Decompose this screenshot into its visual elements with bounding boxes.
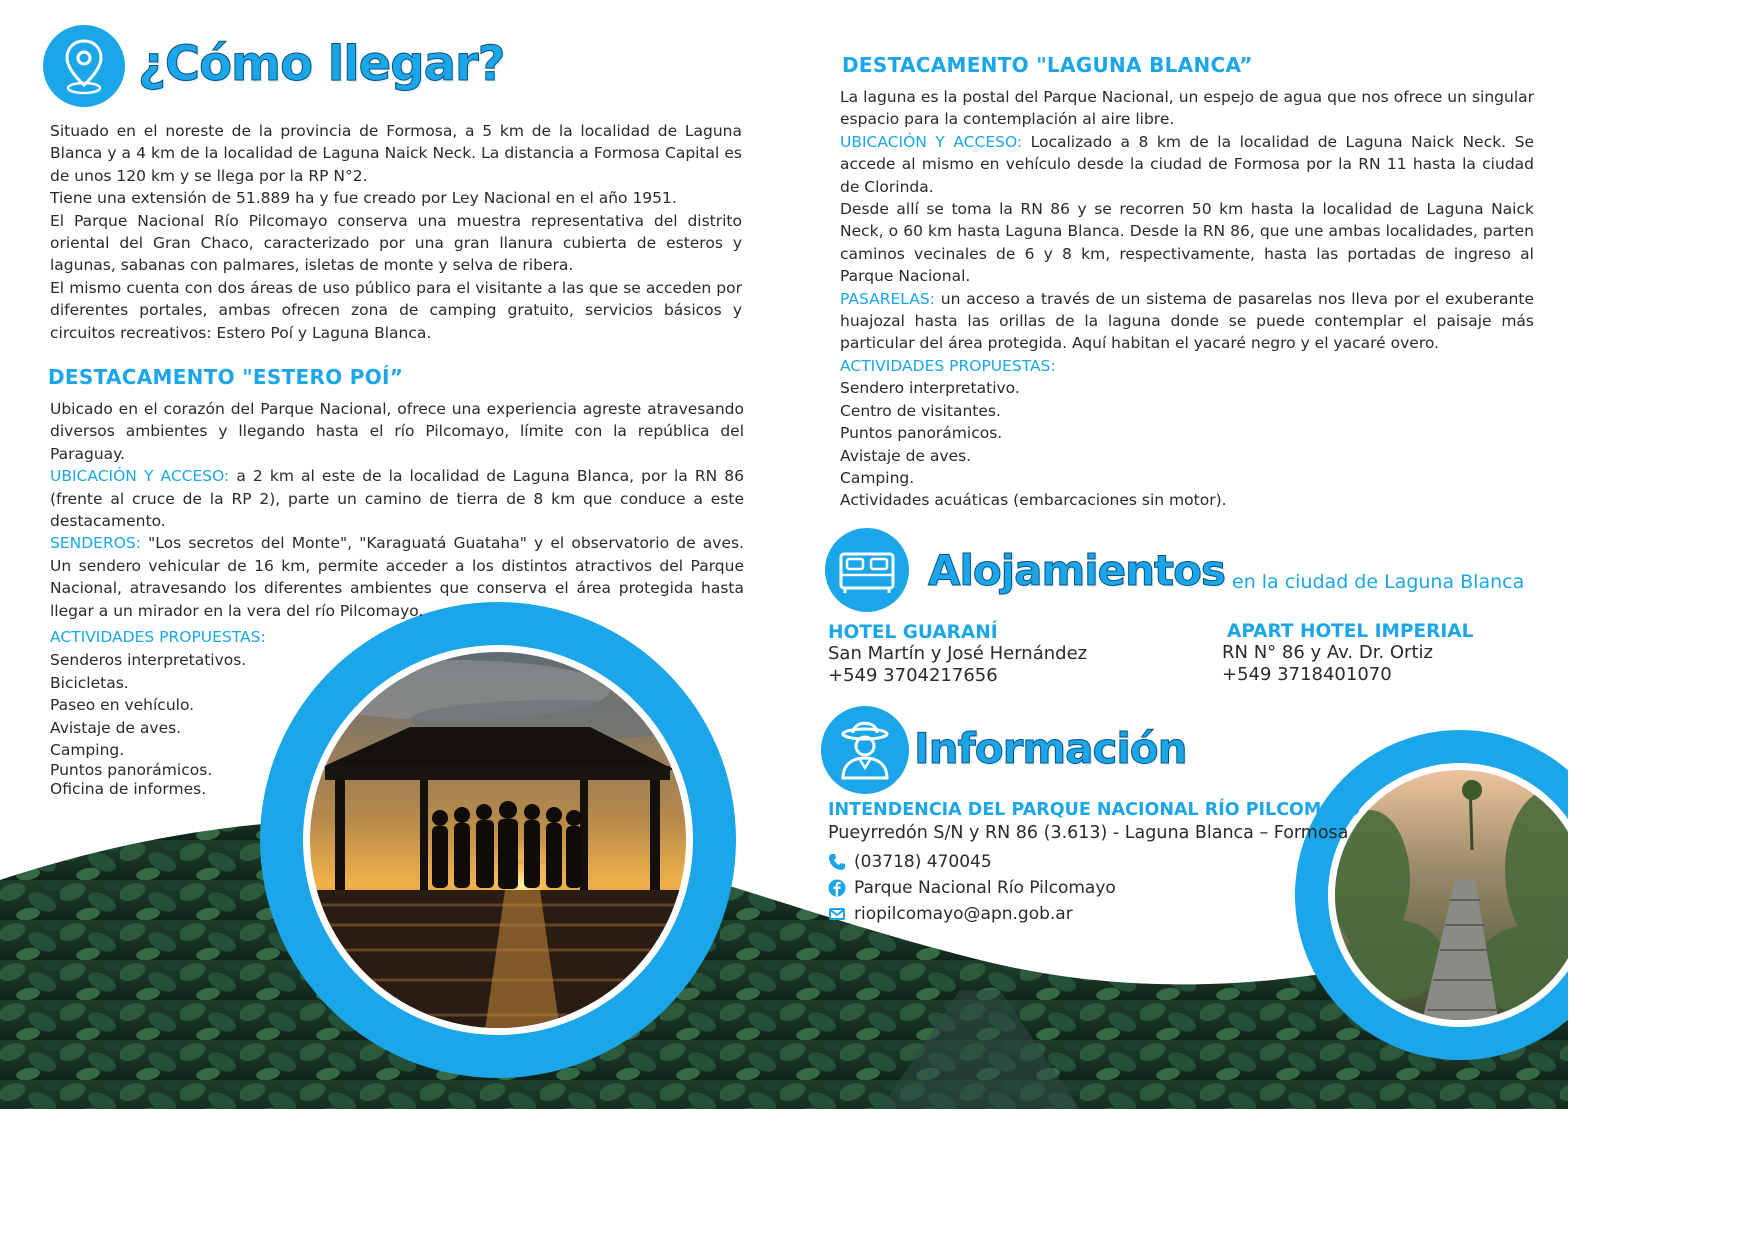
list-item: Oficina de informes. xyxy=(50,780,207,799)
list-item: Bicicletas. xyxy=(50,673,129,692)
hotel-address: San Martín y José Hernández xyxy=(828,643,1088,664)
list-item: Avistaje de aves. xyxy=(50,718,182,737)
phone-text: (03718) 470045 xyxy=(854,852,992,872)
list-item: Sendero interpretativo. xyxy=(840,379,1020,398)
laguna-ubicacion-2: Desde allí se toma la RN 86 y se recorren 50 km hasta la localidad de Laguna Naick Neck, o 60 km hasta Laguna Blanca. Desde la RN 86, que une ambas localidades, parten caminos vecinales de 6 y 8 km, respectivamente, hasta las portadas de ingreso al Parque Nacional. xyxy=(840,200,1534,286)
laguna-pasarelas xyxy=(840,288,1534,355)
pasarelas-label: PASARELAS: xyxy=(840,289,935,308)
pasarelas-text: un acceso a través de un sistema de pasarelas nos lleva por el exuberante huajozal hasta las orillas de la laguna donde se puede contemplar el paisaje más particular del área protegida. Aquí habitan el yacaré negro y el yacaré overo. xyxy=(840,289,1534,353)
list-item: Paseo en vehículo. xyxy=(50,696,195,715)
senderos-text: "Los secretos del Monte", "Karaguatá Guataha" y el observatorio de aves. Un sendero vehicular de 16 km, permite acceder a los distintos atractivos del Parque Nacional, atravesando los diferentes ambientes que conserva el área protegida hasta llegar a un mirador en la vera del río Pilcomayo. xyxy=(50,534,744,620)
intro-paragraph: Situado en el noreste de la provincia de Formosa, a 5 km de la localidad de Laguna Blanca y a 4 km de la localidad de Laguna Naick Neck. La distancia a Formosa Capital es de unos 120 km y se llega por la RP N°2. xyxy=(50,122,742,185)
info-email-row[interactable] xyxy=(828,904,1360,924)
bed-icon xyxy=(825,528,909,612)
ubicacion-label: UBICACIÓN Y ACCESO: xyxy=(50,467,230,486)
informacion-title: Información xyxy=(914,724,1187,773)
estero-activities xyxy=(50,626,310,799)
info-organization: INTENDENCIA DEL PARQUE NACIONAL RÍO PILCOMAYO xyxy=(828,800,1361,820)
intro-text xyxy=(50,120,742,344)
laguna-blanca-title: DESTACAMENTO "LAGUNA BLANCA” xyxy=(842,53,1253,77)
ubicacion-label: UBICACIÓN Y ACCESO: xyxy=(840,132,1023,151)
email-icon xyxy=(828,905,846,923)
info-facebook-row[interactable] xyxy=(828,878,1360,898)
estero-poi-text xyxy=(50,398,744,622)
email-text[interactable]: riopilcomayo@apn.gob.ar xyxy=(854,904,1073,924)
list-item: Camping. xyxy=(50,741,125,760)
list-item: Senderos interpretativos. xyxy=(50,651,247,670)
activities-label: ACTIVIDADES PROPUESTAS: xyxy=(50,628,266,646)
phone-icon xyxy=(828,853,846,871)
info-block xyxy=(828,800,1360,924)
list-item: Puntos panorámicos. xyxy=(840,424,1003,443)
info-address: Pueyrredón S/N y RN 86 (3.613) - Laguna Blanca – Formosa xyxy=(828,823,1349,843)
info-phone-row xyxy=(828,852,1360,872)
activities-label: ACTIVIDADES PROPUESTAS: xyxy=(840,356,1056,375)
hotel-phone: +549 3704217656 xyxy=(828,665,998,686)
hotel-address: RN N° 86 y Av. Dr. Ortiz xyxy=(1222,642,1433,663)
list-item: Camping. xyxy=(840,468,915,487)
facebook-icon xyxy=(828,879,846,897)
laguna-ubicacion xyxy=(840,131,1534,198)
list-item: Centro de visitantes. xyxy=(840,401,1001,420)
laguna-blanca-text xyxy=(840,86,1534,512)
senderos-label: SENDEROS: xyxy=(50,534,141,553)
intro-paragraph: El Parque Nacional Río Pilcomayo conserva una muestra representativa del distrito oriental del Gran Chaco, caracterizado por una gran llanura cubierta de esteros y lagunas, sabanas con palmares, isletas de monte y selva de ribera. xyxy=(50,211,742,275)
hotel-guarani xyxy=(828,622,1087,687)
list-item: Actividades acuáticas (embarcaciones sin motor). xyxy=(840,491,1227,510)
location-pin-icon xyxy=(43,25,125,107)
hotel-phone: +549 3718401070 xyxy=(1222,664,1392,685)
estero-ubicacion xyxy=(50,465,744,532)
laguna-intro: La laguna es la postal del Parque Nacional, un espejo de agua que nos ofrece un singular espacio para la contemplación al aire libre. xyxy=(840,88,1534,129)
intro-paragraph: El mismo cuenta con dos áreas de uso público para el visitante a las que se acceden por diferentes portales, ambas ofrecen zona de camping gratuito, servicios básicos y circuitos recreativos: Estero Poí y Laguna Blanca. xyxy=(50,278,742,342)
hotel-name: APART HOTEL IMPERIAL xyxy=(1227,621,1474,642)
hotel-name: HOTEL GUARANÍ xyxy=(828,622,998,643)
activities-list xyxy=(840,377,1534,511)
list-item: Puntos panorámicos. xyxy=(50,761,213,780)
estero-senderos xyxy=(50,532,744,622)
estero-poi-title: DESTACAMENTO "ESTERO POÍ” xyxy=(48,365,404,389)
list-item: Avistaje de aves. xyxy=(840,446,972,465)
apart-hotel-imperial xyxy=(1222,621,1473,686)
estero-intro: Ubicado en el corazón del Parque Nacional, ofrece una experiencia agreste atravesando diversos ambientes y llegando hasta el río Pilcomayo, límite con la república del Paraguay. xyxy=(50,400,744,463)
page-title: ¿Cómo llegar? xyxy=(138,36,505,92)
activities-list xyxy=(50,649,310,799)
facebook-text[interactable]: Parque Nacional Río Pilcomayo xyxy=(854,878,1116,898)
intro-paragraph: Tiene una extensión de 51.889 ha y fue creado por Ley Nacional en el año 1951. xyxy=(50,189,677,208)
alojamientos-title: Alojamientos xyxy=(928,546,1225,595)
ubicacion-text: a 2 km al este de la localidad de Laguna Blanca, por la RN 86 (frente al cruce de la RP 2), parte un camino de tierra de 8 km que conduce a este destacamento. xyxy=(50,467,744,531)
ranger-icon xyxy=(821,706,909,794)
ubicacion-text: Localizado a 8 km de la localidad de Laguna Naick Neck. Se accede al mismo en vehículo desde la ciudad de Formosa por la RN 11 hasta la ciudad de Clorinda. xyxy=(840,132,1534,196)
alojamientos-subtitle: en la ciudad de Laguna Blanca xyxy=(1232,571,1525,593)
